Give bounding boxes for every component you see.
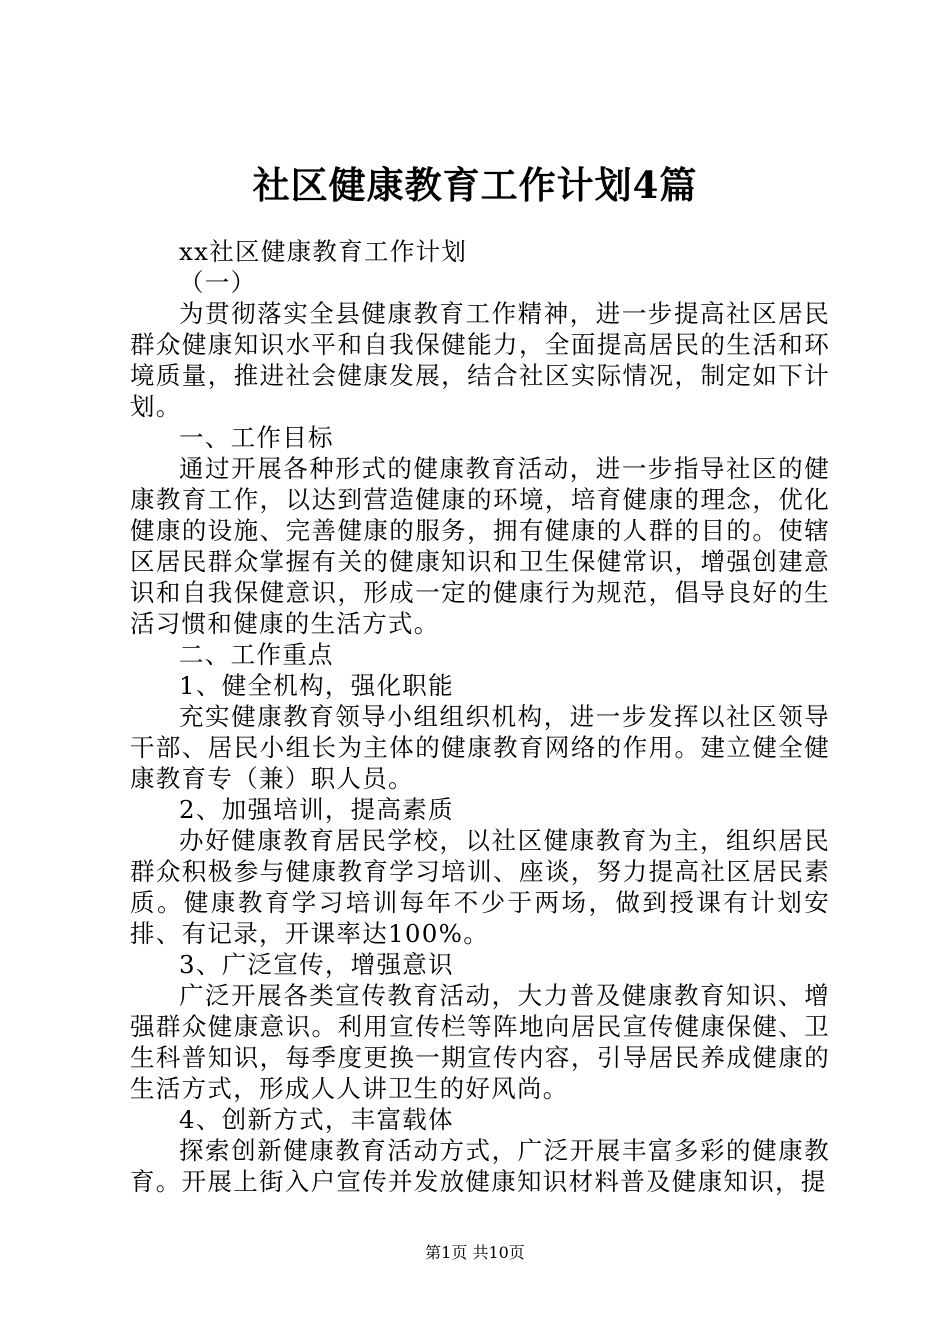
document-title: 社区健康教育工作计划4篇 bbox=[252, 163, 698, 207]
subheading-3: 3、广泛宣传，增强意识 bbox=[179, 950, 454, 979]
subheading-4: 4、创新方式，丰富载体 bbox=[179, 1105, 454, 1134]
subheading-2: 2、加强培训，提高素质 bbox=[179, 795, 454, 824]
document-subtitle: xx社区健康教育工作计划 bbox=[179, 237, 468, 266]
paragraph-3: 广泛开展各类宣传教育活动，大力普及健康教育知识、增强群众健康意识。利用宣传栏等阵地向居民宣传健康保健、卫生科普知识，每季度更换一期宣传内容，引导居民养成健康的生活方式，形成人人讲卫生的好风尚。 bbox=[130, 981, 830, 1103]
heading-work-focus: 二、工作重点 bbox=[179, 640, 334, 669]
paragraph-1: 充实健康教育领导小组组织机构，进一步发挥以社区领导干部、居民小组长为主体的健康教育网络的作用。建立健全健康教育专（兼）职人员。 bbox=[130, 702, 830, 793]
paragraph-work-goals: 通过开展各种形式的健康教育活动，进一步指导社区的健康教育工作，以达到营造健康的环境，培育健康的理念，优化健康的设施、完善健康的服务，拥有健康的人群的目的。使辖区居民群众掌握有关的健康知识和卫生保健常识，增强创建意识和自我保健意识，形成一定的健康行为规范，倡导良好的生活习惯和健康的生活方式。 bbox=[130, 454, 830, 638]
paragraph-4: 探索创新健康教育活动方式，广泛开展丰富多彩的健康教育。开展上街入户宣传并发放健康知识材料普及健康知识，提 bbox=[130, 1136, 830, 1196]
paragraph-intro: 为贯彻落实全县健康教育工作精神，进一步提高社区居民群众健康知识水平和自我保健能力，全面提高居民的生活和环境质量，推进社会健康发展，结合社区实际情况，制定如下计划。 bbox=[130, 299, 830, 421]
section-number: （一） bbox=[179, 268, 257, 297]
document-body bbox=[130, 236, 830, 1197]
paragraph-2: 办好健康教育居民学校，以社区健康教育为主，组织居民群众积极参与健康教育学习培训、座谈，努力提高社区居民素质。健康教育学习培训每年不少于两场，做到授课有计划安排、有记录，开课率达100%。 bbox=[130, 826, 830, 948]
page-number-footer: 第1页 共10页 bbox=[425, 1243, 525, 1262]
heading-work-goals: 一、工作目标 bbox=[179, 423, 334, 452]
subheading-1: 1、健全机构，强化职能 bbox=[179, 671, 454, 700]
